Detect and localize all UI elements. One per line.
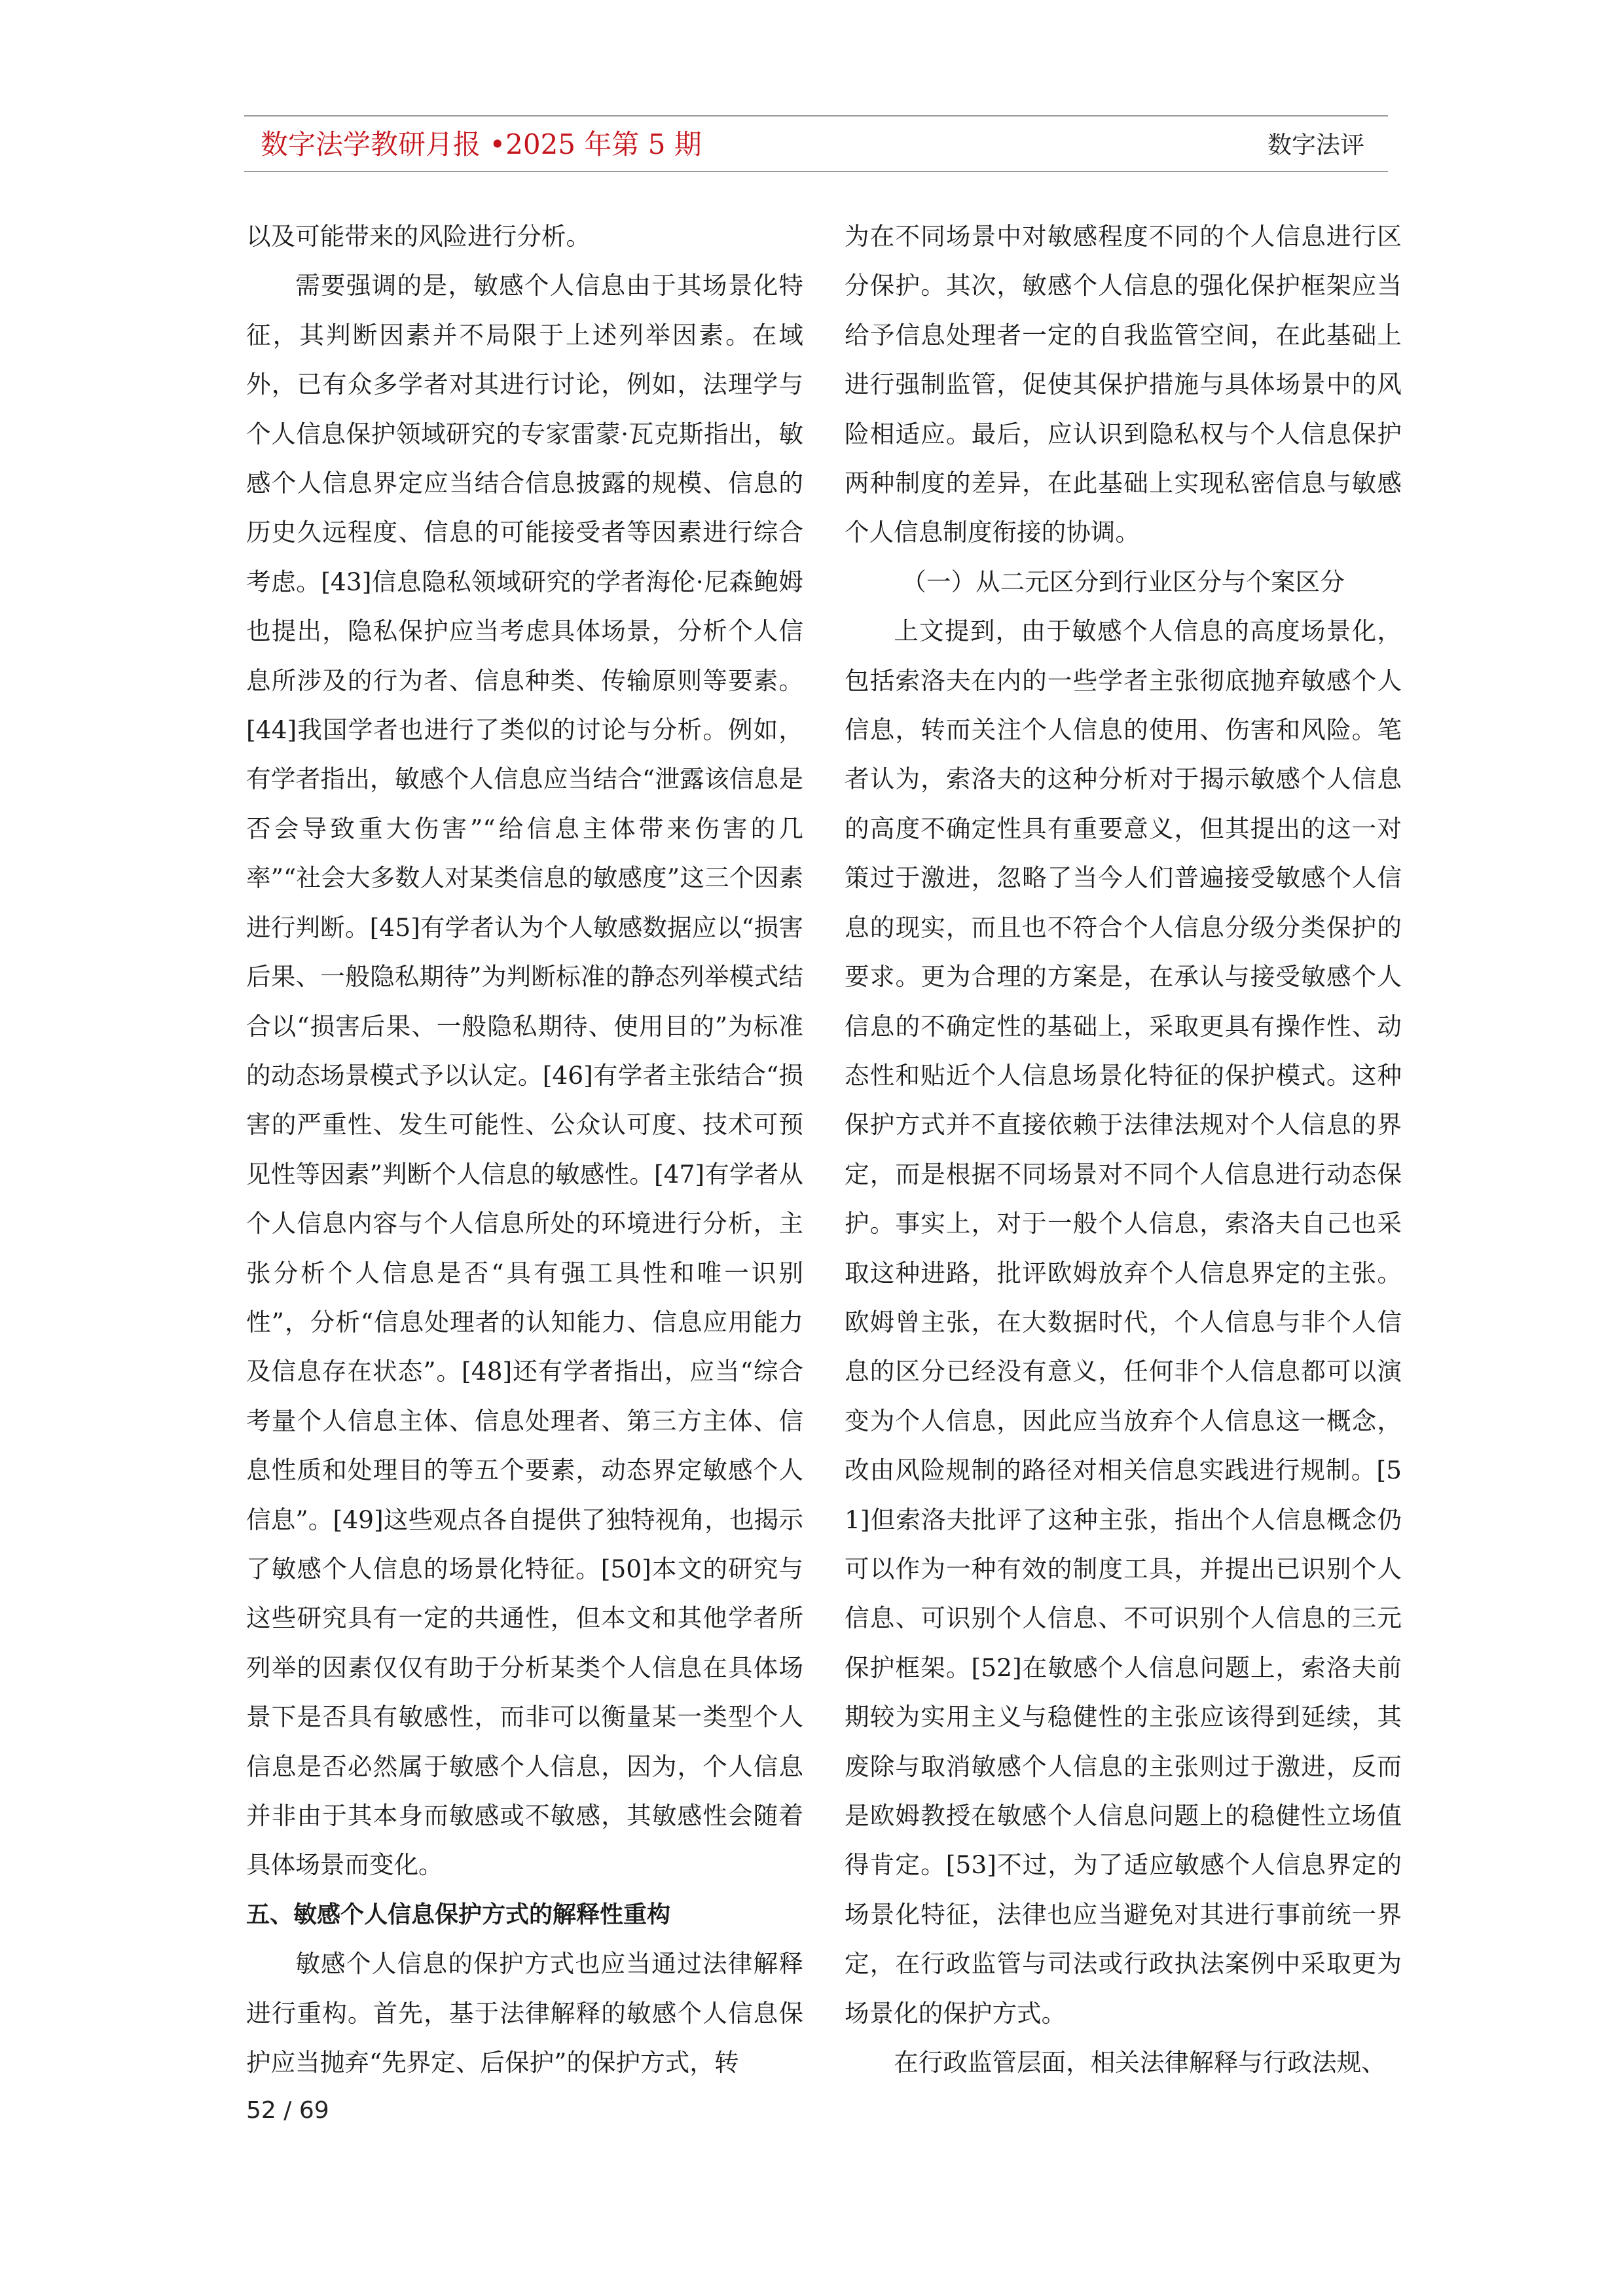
paragraph: 敏感个人信息的保护方式也应当通过法律解释进行重构。首先，基于法律解释的敏感个人信息保护应当抛弃“先界定、后保护”的保护方式，转	[246, 1949, 803, 2077]
paragraph: 以及可能带来的风险进行分析。	[246, 222, 591, 251]
right-column	[845, 212, 1402, 2087]
left-column	[246, 212, 803, 2087]
section-name: 数字法评	[1267, 131, 1364, 159]
paragraph: 在行政监管层面，相关法律解释与行政法规、	[894, 2048, 1386, 2077]
journal-title: 数字法学教研月报 •2025 年第 5 期	[261, 128, 702, 160]
header-top-rule	[244, 115, 1388, 117]
subsection-heading: （一）从二元区分到行业区分与个案区分	[902, 567, 1345, 596]
header-bottom-rule	[244, 171, 1388, 172]
section-heading: 五、敏感个人信息保护方式的解释性重构	[246, 1901, 671, 1928]
paragraph: 上文提到，由于敏感个人信息的高度场景化，包括索洛夫在内的一些学者主张彻底抛弃敏感个人信息，转而关注个人信息的使用、伤害和风险。笔者认为，索洛夫的这种分析对于揭示敏感个人信息的高度不确定性具有重要意义，但其提出的这一对策过于激进，忽略了当今人们普遍接受敏感个人信息的现实，而且也不符合个人信息分级分类保护的要求。更为合理的方案是，在承认与接受敏感个人信息的不确定性的基础上，采取更具有操作性、动态性和贴近个人信息场景化特征的保护模式。这种保护方式并不直接依赖于法律法规对个人信息的界定，而是根据不同场景对不同个人信息进行动态保护。事实上，对于一般个人信息，索洛夫自己也采取这种进路，批评欧姆放弃个人信息界定的主张。欧姆曾主张，在大数据时代，个人信息与非个人信息的区分已经没有意义，任何非个人信息都可以演变为个人信息，因此应当放弃个人信息这一概念，改由风险规制的路径对相关信息实践进行规制。[51]但索洛夫批评了这种主张，指出个人信息概念仍可以作为一种有效的制度工具，并提出已识别个人信息、可识别个人信息、不可识别个人信息的三元保护框架。[52]在敏感个人信息问题上，索洛夫前期较为实用主义与稳健性的主张应该得到延续，其废除与取消敏感个人信息的主张则过于激进，反而是欧姆教授在敏感个人信息问题上的稳健性立场值得肯定。[53]不过，为了适应敏感个人信息界定的场景化特征，法律也应当避免对其进行事前统一界定，在行政监管与司法或行政执法案例中采取更为场景化的保护方式。	[845, 617, 1402, 2028]
paragraph: 需要强调的是，敏感个人信息由于其场景化特征，其判断因素并不局限于上述列举因素。在域外，已有众多学者对其进行讨论，例如，法理学与个人信息保护领域研究的专家雷蒙·瓦克斯指出，敏感个人信息界定应当结合信息披露的规模、信息的历史久远程度、信息的可能接受者等因素进行综合考虑。[43]信息隐私领域研究的学者海伦·尼森鲍姆也提出，隐私保护应当考虑具体场景，分析个人信息所涉及的行为者、信息种类、传输原则等要素。[44]我国学者也进行了类似的讨论与分析。例如，有学者指出，敏感个人信息应当结合“泄露该信息是否会导致重大伤害”“给信息主体带来伤害的几率”“社会大多数人对某类信息的敏感度”这三个因素进行判断。[45]有学者认为个人敏感数据应以“损害后果、一般隐私期待”为判断标准的静态列举模式结合以“损害后果、一般隐私期待、使用目的”为标准的动态场景模式予以认定。[46]有学者主张结合“损害的严重性、发生可能性、公众认可度、技术可预见性等因素”判断个人信息的敏感性。[47]有学者从个人信息内容与个人信息所处的环境进行分析，主张分析个人信息是否“具有强工具性和唯一识别性”，分析“信息处理者的认知能力、信息应用能力及信息存在状态”。[48]还有学者指出，应当“综合考量个人信息主体、信息处理者、第三方主体、信息性质和处理目的等五个要素，动态界定敏感个人信息”。[49]这些观点各自提供了独特视角，也揭示了敏感个人信息的场景化特征。[50]本文的研究与这些研究具有一定的共通性，但本文和其他学者所列举的因素仅仅有助于分析某类个人信息在具体场景下是否具有敏感性，而非可以衡量某一类型个人信息是否必然属于敏感个人信息，因为，个人信息并非由于其本身而敏感或不敏感，其敏感性会随着具体场景而变化。	[246, 271, 803, 1880]
page-number: 52 / 69	[246, 2097, 329, 2124]
paragraph: 为在不同场景中对敏感程度不同的个人信息进行区分保护。其次，敏感个人信息的强化保护框架应当给予信息处理者一定的自我监管空间，在此基础上进行强制监管，促使其保护措施与具体场景中的风险相适应。最后，应认识到隐私权与个人信息保护两种制度的差异，在此基础上实现私密信息与敏感个人信息制度衔接的协调。	[845, 222, 1402, 547]
